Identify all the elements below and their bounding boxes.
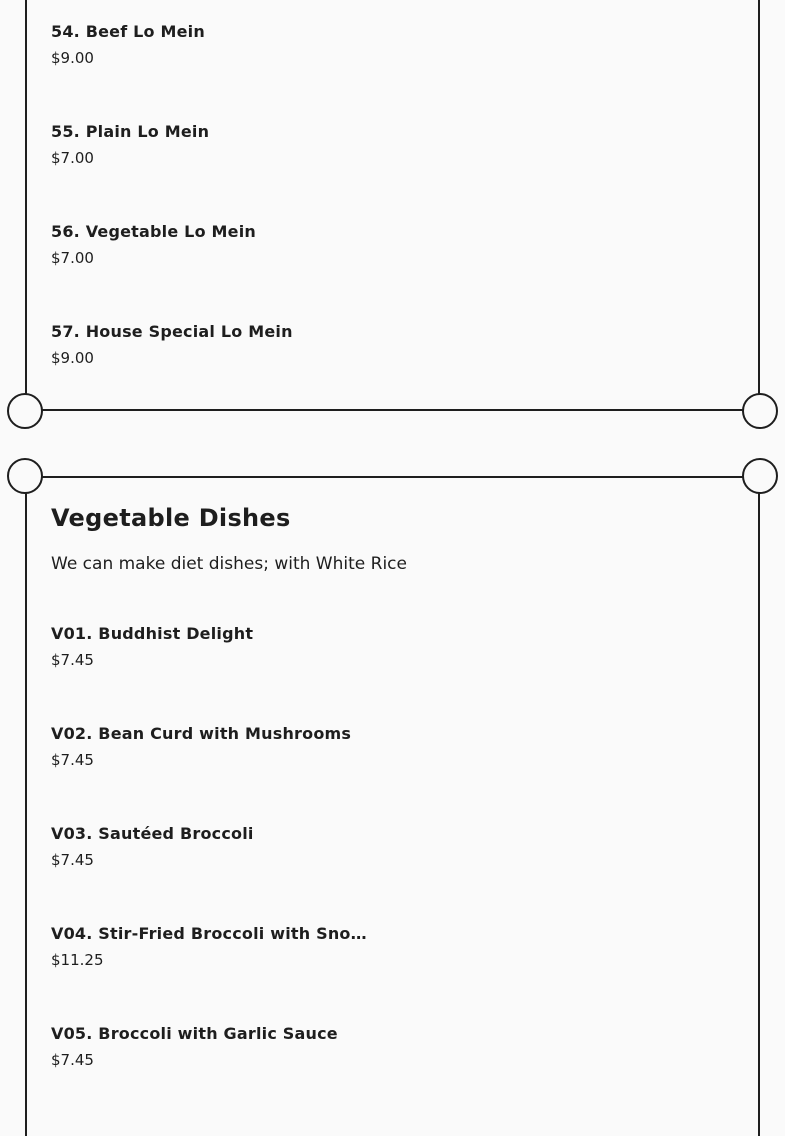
menu-item-name: 54. Beef Lo Mein bbox=[51, 22, 205, 41]
menu-item-price: $7.45 bbox=[51, 651, 94, 669]
menu-item[interactable] bbox=[51, 1024, 371, 1070]
menu-item-name: V02. Bean Curd with Mushrooms bbox=[51, 724, 352, 743]
menu-item[interactable] bbox=[51, 924, 371, 970]
menu-item[interactable] bbox=[51, 222, 371, 268]
menu-item[interactable] bbox=[51, 322, 371, 368]
menu-item-price: $9.00 bbox=[51, 49, 94, 67]
menu-item-name: 55. Plain Lo Mein bbox=[51, 122, 210, 141]
corner-notch bbox=[742, 458, 778, 494]
menu-item-name: V01. Buddhist Delight bbox=[51, 624, 254, 643]
menu-item-price: $7.00 bbox=[51, 249, 94, 267]
corner-notch bbox=[742, 393, 778, 429]
menu-item[interactable] bbox=[51, 624, 371, 670]
section-subtitle: We can make diet dishes; with White Rice bbox=[51, 554, 407, 574]
menu-item[interactable] bbox=[51, 22, 371, 68]
menu-item-price: $11.25 bbox=[51, 951, 104, 969]
menu-item[interactable] bbox=[51, 824, 371, 870]
lo-mein-menu-card bbox=[25, 0, 760, 411]
section-title: Vegetable Dishes bbox=[51, 504, 291, 532]
menu-item[interactable] bbox=[51, 724, 371, 770]
menu-item-price: $9.00 bbox=[51, 349, 94, 367]
menu-item-name: V04. Stir-Fried Broccoli with Sno… bbox=[51, 924, 367, 943]
menu-item-name: V03. Sautéed Broccoli bbox=[51, 824, 254, 843]
menu-item-name: V05. Broccoli with Garlic Sauce bbox=[51, 1024, 338, 1043]
menu-item-name: 56. Vegetable Lo Mein bbox=[51, 222, 256, 241]
menu-item-price: $7.45 bbox=[51, 1051, 94, 1069]
menu-item-name: 57. House Special Lo Mein bbox=[51, 322, 293, 341]
corner-notch bbox=[7, 458, 43, 494]
menu-item-price: $7.45 bbox=[51, 751, 94, 769]
menu-item[interactable] bbox=[51, 122, 371, 168]
vegetable-dishes-menu-card bbox=[25, 476, 760, 1136]
menu-item-price: $7.00 bbox=[51, 149, 94, 167]
menu-item-price: $7.45 bbox=[51, 851, 94, 869]
corner-notch bbox=[7, 393, 43, 429]
